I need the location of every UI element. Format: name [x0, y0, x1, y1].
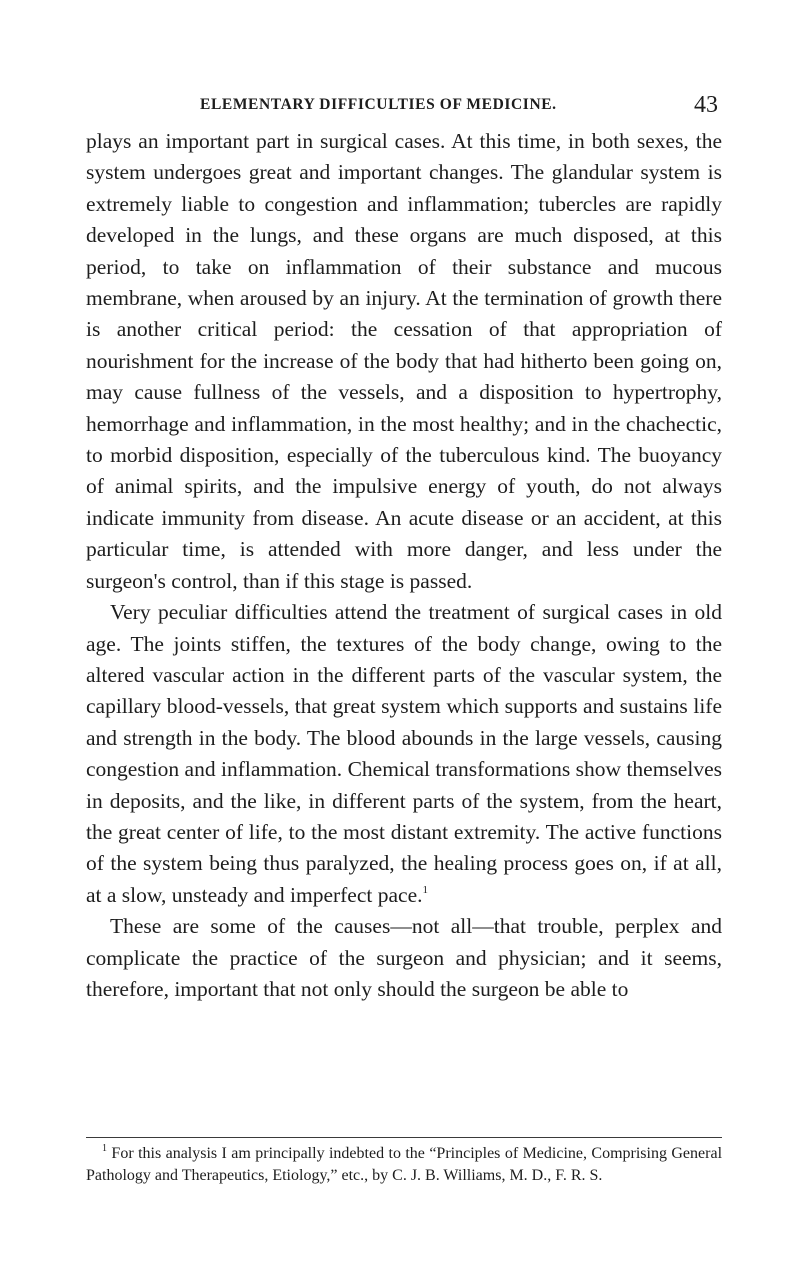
footnote-divider — [86, 1137, 722, 1138]
paragraph-3-text: These are some of the causes—not all—that trouble, perplex and complicate the practice of the surgeon and physician; and it seems, therefore, important that not only should the surgeon be able to — [86, 914, 722, 1001]
page-number: 43 — [694, 92, 718, 118]
paragraph — [86, 126, 722, 597]
running-head — [86, 92, 718, 122]
paragraph-1-text: plays an important part in surgical cases. At this time, in both sexes, the system undergoes great and important changes. The glandular system is extremely liable to congestion and inflammation; tubercles are rapidly developed in the lungs, and these organs are much disposed, at this period, to take on inflammation of their substance and mucous membrane, when aroused by an injury. At the termination of growth there is another critical period: the cessation of that appropriation of nourishment for the increase of the body that had hitherto been going on, may cause fullness of the vessels, and a disposition to hypertrophy, hemorrhage and inflammation, in the most healthy; and in the chachectic, to morbid disposition, especially of the tuberculous kind. The buoyancy of animal spirits, and the impulsive energy of youth, do not always indicate immunity from disease. An acute disease or an accident, at this particular time, is attended with more danger, and less under the surgeon's control, than if this stage is passed. — [86, 129, 722, 593]
footnote — [86, 1143, 722, 1187]
running-head-title: ELEMENTARY DIFFICULTIES OF MEDICINE. — [200, 96, 557, 113]
paragraph-2-text: Very peculiar difficulties attend the treatment of surgical cases in old age. The joints stiffen, the textures of the body change, owing to the altered vascular action in the different parts of the vascular system, the capillary blood-vessels, that great system which supports and sustains life and strength in the body. The blood abounds in the large vessels, causing congestion and inflammation. Chemical transformations show themselves in deposits, and the like, in different parts of the system, from the heart, the great center of life, to the most distant extremity. The active functions of the system being thus paralyzed, the healing process goes on, if at all, at a slow, unsteady and imperfect pace. — [86, 600, 722, 907]
footnote-reference: 1 — [422, 883, 428, 896]
paragraph — [86, 597, 722, 911]
footnote-text: For this analysis I am principally indebted to the “Principles of Medicine, Comprising General Pathology and Therapeutics, Etiology,” etc., by C. J. B. Williams, M. D., F. R. S. — [86, 1145, 723, 1184]
body-text — [86, 126, 722, 1005]
footnote-marker: 1 — [102, 1143, 107, 1154]
paragraph — [86, 911, 722, 1005]
